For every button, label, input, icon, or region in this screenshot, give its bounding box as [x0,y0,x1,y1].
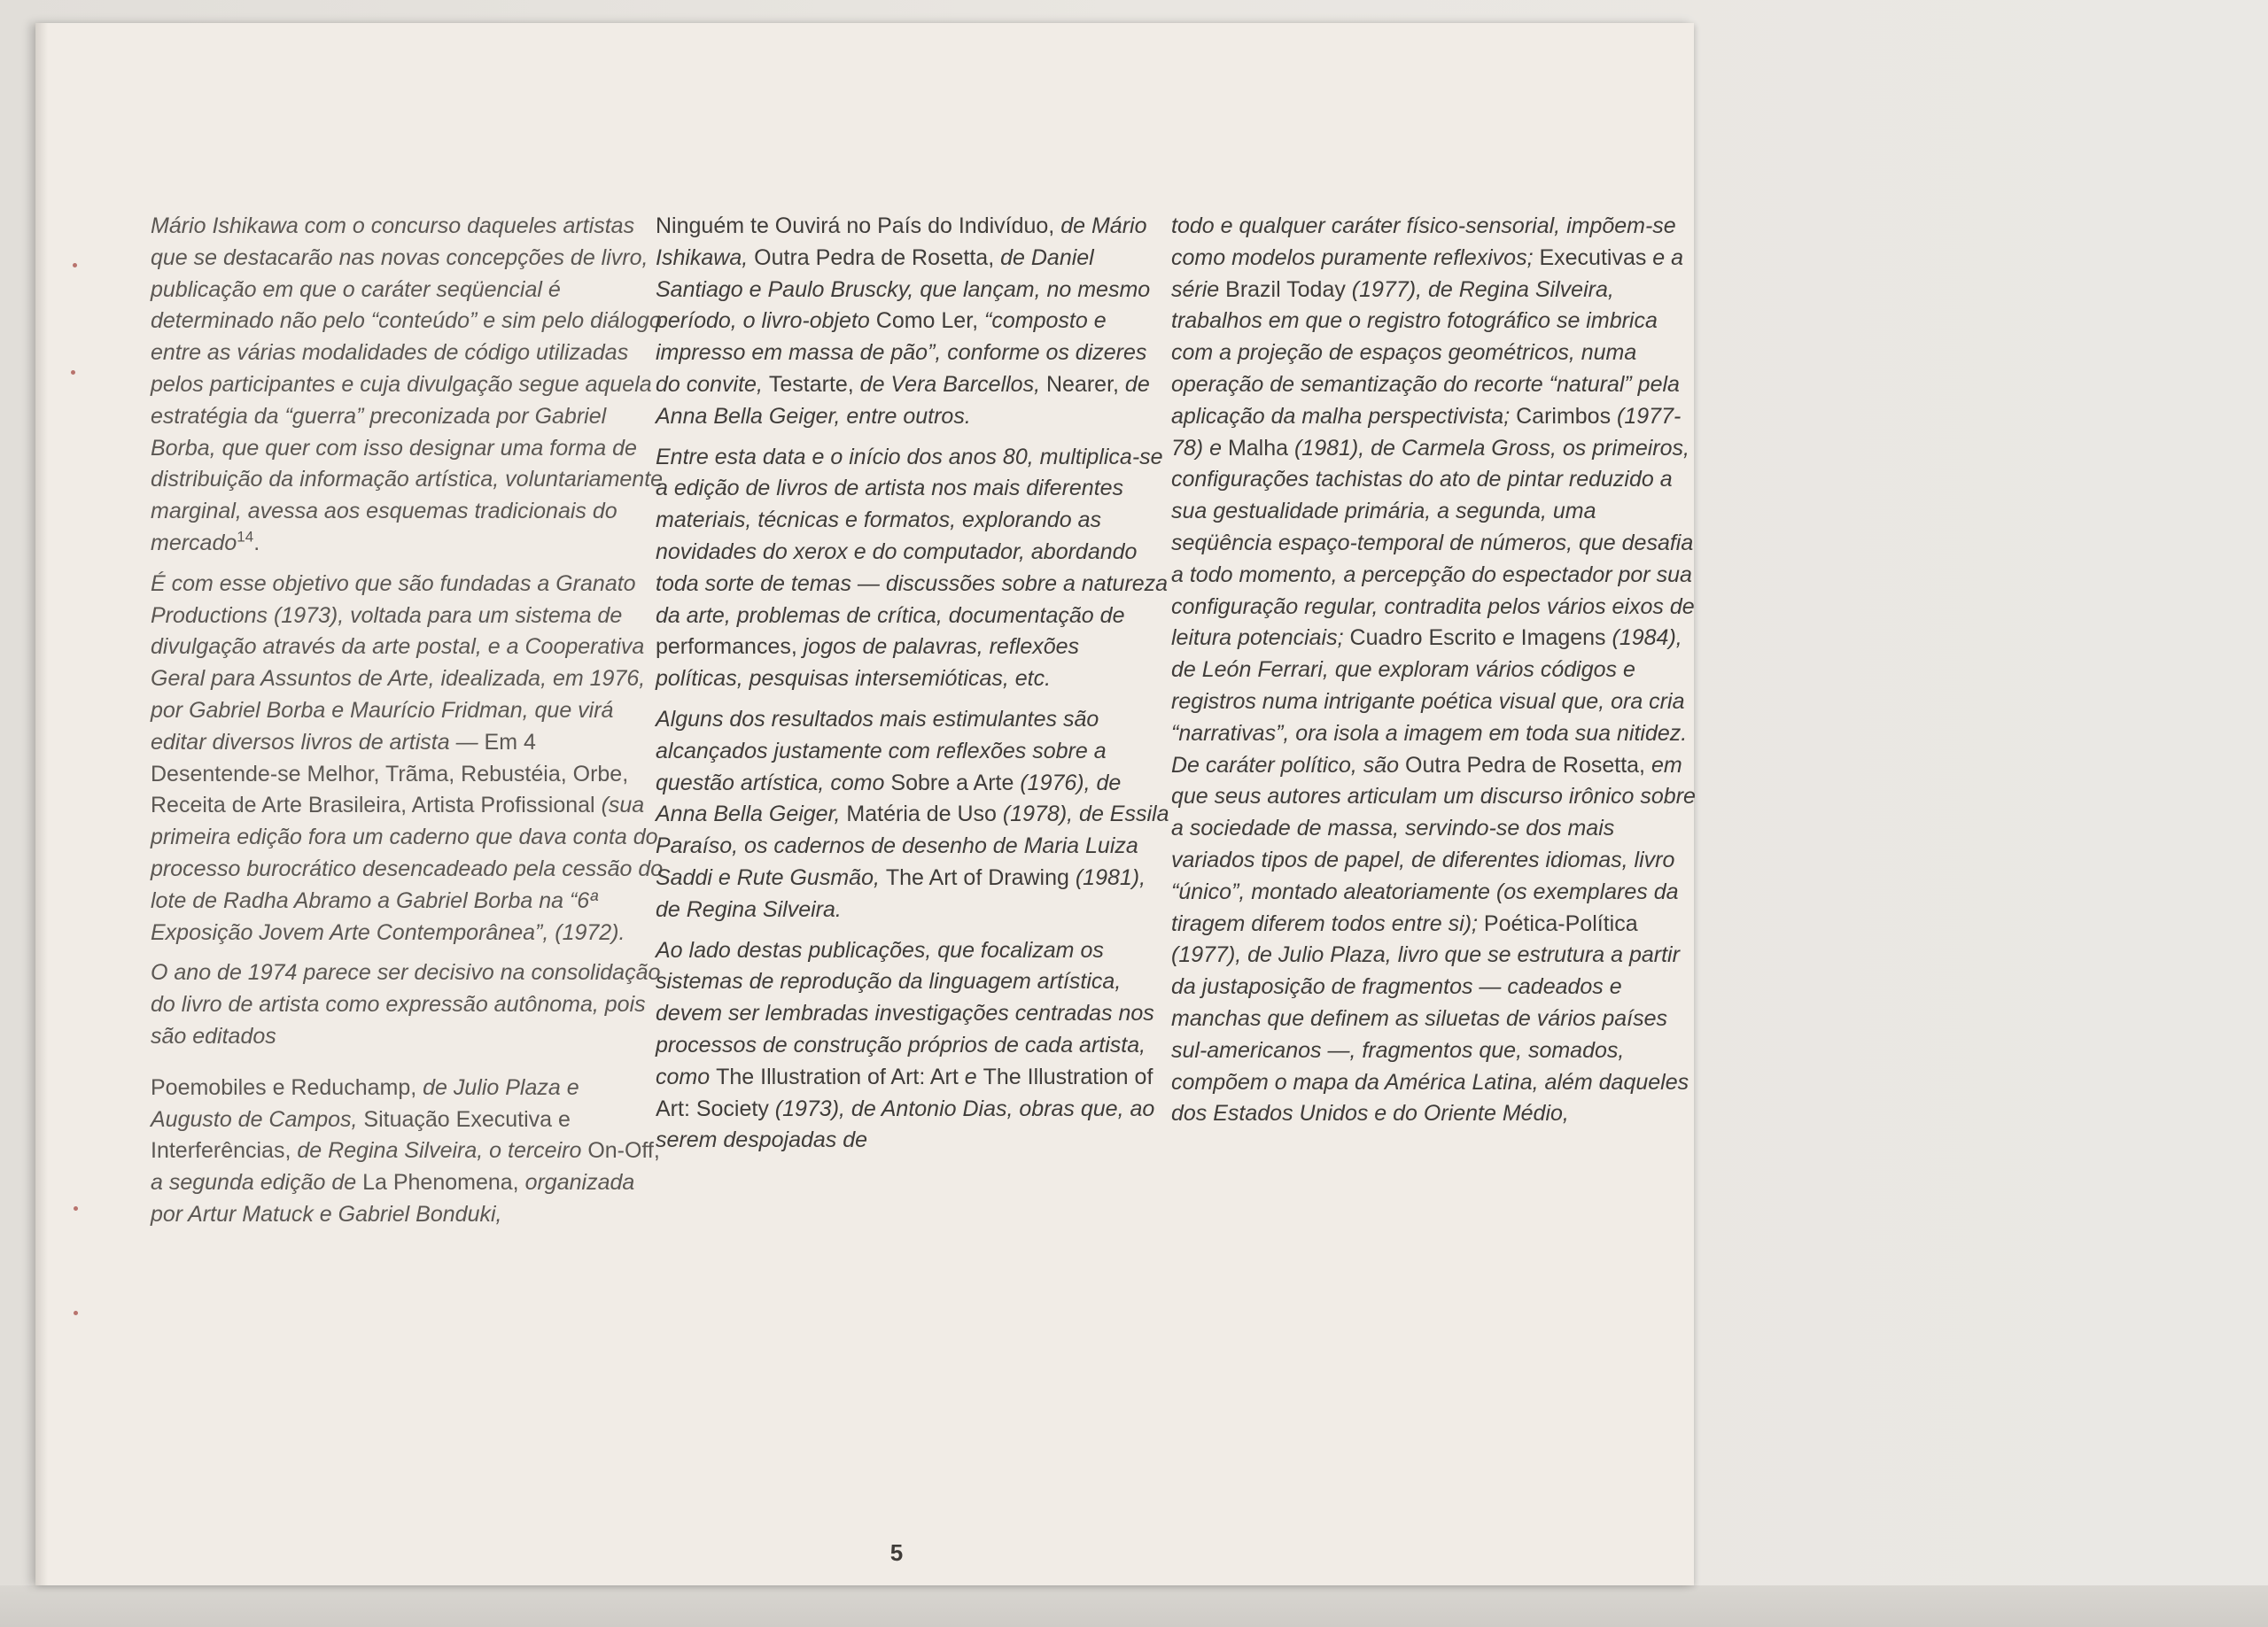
italic-run: (1984), de León Ferrari, que exploram vários códigos e registros numa intrigante poética visual que, ora cria “narrativas”, ora isola a imagem em toda sua nitidez. [1171,625,1688,746]
italic-run: “composto e impresso em massa de pão”, conforme os dizeres do convite, [656,308,1147,397]
title-run: Testarte, [768,371,854,397]
title-run: Poemobiles e Reduchamp, [151,1074,417,1100]
text-column-3 [1171,211,1703,1139]
margin-mark [74,1206,78,1211]
title-run: Como Ler, [875,308,979,334]
title-run: Matéria de Uso [846,802,997,827]
text-column-1 [151,211,664,1240]
paragraph [1171,211,1703,750]
paragraph [656,704,1169,926]
title-run: On-Off, [587,1138,660,1164]
italic-run: Ao lado destas publicações, que focalizam os sistemas de reprodução da linguagem artística, devem ser lembradas investigações centradas nos processos de construção próprios de cada artista, como [656,937,1154,1089]
title-run: Poética-Política [1483,910,1638,936]
page-edge-shadow [35,23,48,1585]
paragraph [656,442,1169,695]
footnote-ref: 14 [237,528,254,546]
title-run: Executivas [1539,244,1647,270]
paragraph [656,211,1169,433]
italic-run: de Mário Ishikawa, [656,213,1147,270]
margin-mark [74,1311,78,1315]
italic-run: (1977-78) e [1171,403,1682,461]
italic-run: de Daniel Santiago e Paulo Bruscky, que lançam, no mesmo período, o livro-objeto [656,244,1151,334]
title-run: The Illustration of Art: Art [716,1064,959,1089]
italic-run: de Regina Silveira, o terceiro [291,1138,588,1164]
italic-run: organizada por Artur Matuck e Gabriel Bonduki, [151,1170,635,1227]
title-run: Brazil Today [1225,276,1346,302]
italic-run: (1977), de Julio Plaza, livro que se estrutura a partir da justaposição de fragmentos — cadeados e manchas que definem as siluetas de vários países sul-americanos —, fragmentos que, somados, compõem o mapa da América Latina, além daqueles dos Estados Unidos e do Oriente Médio, [1171,942,1689,1127]
text-column-2 [656,211,1169,1166]
italic-run: de Julio Plaza e Augusto de Campos, [151,1074,579,1132]
paragraph: O ano de 1974 parece ser decisivo na consolidação do livro de artista como expressão autônoma, pois são editados [151,960,661,1049]
italic-run: (1981), de Carmela Gross, os primeiros, configurações tachistas do ato de pintar reduzido a sua gestualidade primária, a segunda, uma seqüência espaço-temporal de números, que desafia a todo momento, a percepção do espectador por sua configuração regular, contradita pelos vários eixos de leitura potenciais; [1171,435,1695,651]
title-run: Cuadro Escrito [1349,625,1496,651]
paragraph: É com esse objetivo que são fundadas a Granato Productions (1973), voltada para um sistema de divulgação através da arte postal, e a Cooperativa Geral para Assuntos de Arte, idealizada, em 1976, por Gabriel Borba e Maurício Fridman, que virá editar diversos livros de artista — Em 4 Desentende-se Melhor, Trãma, Rebustéia, Orbe, Receita de Arte Brasileira, Artista Profissional (sua primeira edição fora um caderno que dava conta do processo burocrático desencadeado pela cessão do lote de Radha Abramo a Gabriel Borba na “6ª Exposição Jovem Arte Contemporânea”, (1972). [151,570,664,945]
italic-run: a segunda edição de [151,1170,363,1196]
italic-run: (1976), de Anna Bella Geiger, [656,770,1122,827]
italic-run: (1973), de Antonio Dias, obras que, ao serem despojadas de [656,1096,1155,1153]
page-number: 5 [889,1539,904,1566]
title-run: Malha [1227,435,1289,461]
title-run: La Phenomena, [362,1170,519,1196]
paragraph [1171,750,1703,1131]
title-run: Imagens [1520,625,1606,651]
table-surface [0,1585,2268,1627]
italic-run: De caráter político, são [1171,752,1406,778]
italic-run: (1977), de Regina Silveira, trabalhos em que o registro fotográfico se imbrica com a projeção de espaços geométricos, numa operação de semantização do recorte “natural” pela aplicação da malha perspectivista; [1171,276,1680,429]
title-run: Carimbos [1516,403,1612,429]
title-run: Outra Pedra de Rosetta, [1405,752,1645,778]
italic-run: Entre esta data e o início dos anos 80, multiplica-se a edição de livros de artista nos mais diferentes materiais, técnicas e formatos, explorando as novidades do xerox e do computador, abordando toda sorte de temas — discussões sobre a natureza da arte, problemas de crítica, documentação de [656,444,1169,628]
title-run: performances, [656,634,797,660]
italic-run: jogos de palavras, reflexões políticas, pesquisas intersemióticas, etc. [656,634,1080,692]
book-page [35,23,1694,1585]
italic-run: todo e qualquer caráter físico-sensorial, impõem-se como modelos puramente reflexivos; [1171,213,1676,270]
italic-run: de Anna Bella Geiger, entre outros. [656,371,1150,429]
paragraph: Mário Ishikawa com o concurso daqueles artistas que se destacarão nas novas concepções de livro, publicação em que o caráter seqüencial é determinado não pelo “conteúdo” e sim pelo diálogo entre as várias modalidades de código utilizadas pelos participantes e cuja divulgação segue aquela estratégia da “guerra” preconizada por Gabriel Borba, que quer com isso designar uma forma de distribuição da informação artística, voluntariamente marginal, avessa aos esquemas tradicionais do mercado$^{14}$. [151,213,664,555]
title-run: Nearer, [1045,371,1119,397]
italic-run: (1978), de Essila Paraíso, os cadernos de desenho de Maria Luiza Saddi e Rute Gusmão, [656,802,1169,890]
italic-run: de Vera Barcellos, [853,371,1046,397]
italic-run: e a série [1171,244,1684,302]
title-run: The Illustration of Art: Society [656,1064,1153,1121]
paragraph [656,935,1169,1158]
title-run: Situação Executiva e Interferências, [151,1106,571,1164]
paragraph [151,1073,664,1231]
italic-run: em que seus autores articulam um discurso irônico sobre a sociedade de massa, servindo-se dos mais variados tipos de papel, de diferentes idiomas, livro “único”, montado aleatoriamente (os exemplares da tiragem diferem todos entre si); [1171,752,1696,936]
italic-run: e [1495,625,1521,651]
italic-run: Alguns dos resultados mais estimulantes são alcançados justamente com reflexões sobre a questão artística, como [656,706,1107,795]
title-run: The Art of Drawing [885,864,1069,890]
title-run: Ninguém te Ouvirá no País do Indivíduo, [656,213,1055,238]
margin-mark [73,263,77,267]
title-run: Outra Pedra de Rosetta, [754,244,995,270]
italic-run: e [958,1064,983,1089]
italic-run: (1981), de Regina Silveira. [656,864,1146,922]
margin-mark [71,370,75,375]
title-run: Sobre a Arte [890,770,1014,795]
